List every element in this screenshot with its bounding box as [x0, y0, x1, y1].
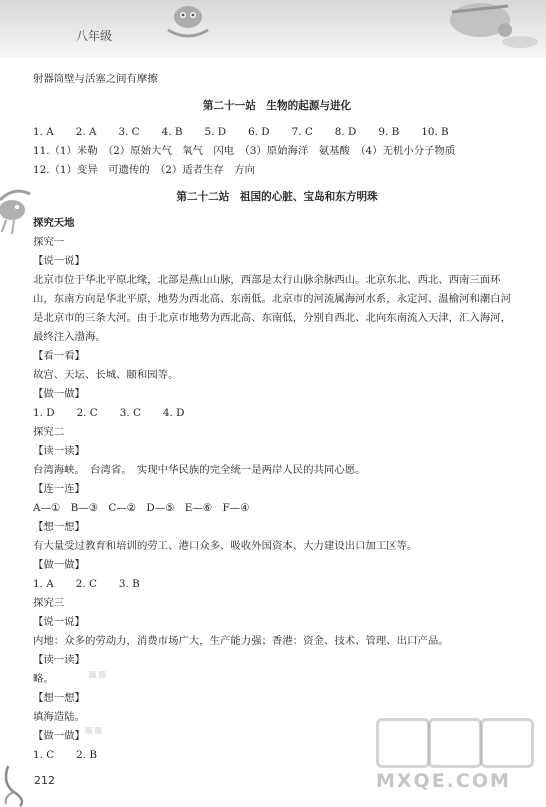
say-label: 【说一说】 — [33, 255, 85, 267]
answer-item: 1. A — [33, 126, 54, 138]
link-answer: A—① B—③ C—② D—⑤ E—⑥ F—④ — [33, 502, 250, 514]
read-answer: 略。 — [33, 673, 54, 685]
link-label: 【连一连】 — [33, 483, 85, 495]
side-bird-decoration — [0, 180, 36, 240]
answer-item: 6. D — [248, 126, 270, 138]
think-label: 【想一想】 — [33, 692, 85, 704]
think-answer: 填海造陆。 — [33, 711, 85, 723]
watermark-text: MXQE.COM — [376, 770, 511, 792]
read-label: 【读一读】 — [33, 445, 85, 457]
say-answer: 内地：众多的劳动力，消费市场广大，生产能力强；香港：资金、技术、管理、出口产品。 — [33, 635, 449, 647]
faint-stamp-mark: ▪▪ — [84, 722, 103, 738]
do-answers-1 — [33, 404, 521, 423]
watermark-logo-box — [480, 718, 534, 768]
section-21-row1 — [33, 123, 521, 142]
section-21-line12: 12.（1）变异 可遗传的 （2）适者生存 方向 — [33, 164, 255, 176]
do-label: 【做一做】 — [33, 730, 85, 742]
explore-1-label: 探究一 — [33, 236, 65, 248]
answer-item: 3. C — [118, 126, 140, 138]
answer-item: 1. D — [33, 407, 55, 419]
answer-item: 3. B — [118, 578, 140, 590]
answer-item: 2. A — [75, 126, 97, 138]
do-label: 【做一做】 — [33, 559, 85, 571]
answer-item: 2. C — [76, 407, 98, 419]
watermark-logo-box — [376, 718, 430, 768]
page-number: 212 — [34, 774, 55, 787]
explore-heading: 探究天地 — [33, 217, 75, 229]
answer-item: 5. D — [204, 126, 227, 138]
answer-item: 9. B — [378, 126, 400, 138]
section-21-title: 第二十一站 生物的起源与进化 — [202, 100, 352, 112]
think-answer: 有大量受过教育和培训的劳工、港口众多、吸收外国资本、大力建设出口加工区等。 — [33, 540, 418, 552]
answer-item: 1. A — [33, 578, 54, 590]
answer-item: 4. D — [162, 407, 185, 419]
watermark-logo-box — [428, 718, 482, 768]
answer-content — [33, 70, 521, 765]
do-answers-2 — [33, 575, 521, 594]
do-label: 【做一做】 — [33, 388, 85, 400]
look-answer: 故宫、天坛、长城、颐和园等。 — [33, 369, 179, 381]
faint-stamp-mark: ▪▪ — [88, 666, 107, 682]
section-21-line11: 11.（1）米勒 （2）原始大气 氧气 闪电 （3）原始海洋 氨基酸 （4）无机小分子物质 — [33, 145, 456, 157]
answer-item: 3. C — [119, 407, 141, 419]
explore-3-label: 探究三 — [33, 597, 65, 609]
look-label: 【看一看】 — [33, 350, 85, 362]
think-label: 【想一想】 — [33, 521, 85, 533]
grade-label: 八年级 — [76, 29, 113, 43]
answer-item: 8. D — [334, 126, 357, 138]
top-line: 射器筒壁与活塞之间有摩擦 — [33, 73, 158, 85]
section-22-title: 第二十二站 祖国的心脏、宝岛和东方明珠 — [176, 191, 378, 203]
read-label: 【读一读】 — [33, 654, 85, 666]
answer-item: 2. B — [76, 749, 98, 761]
explore-2-label: 探究二 — [33, 426, 65, 438]
read-answer: 台湾海峡。 台湾省。 实现中华民族的完全统一是两岸人民的共同心愿。 — [33, 464, 366, 476]
answer-item: 2. C — [75, 578, 97, 590]
say-label: 【说一说】 — [33, 616, 85, 628]
answer-item: 10. B — [421, 126, 449, 138]
answer-item: 4. B — [161, 126, 183, 138]
say-paragraph: 北京市位于华北平原北缘，北部是燕山山脉，西部是太行山脉余脉西山。北京东北、西北、西南三面环山，东南方向是华北平原，地势为西北高、东南低。北京市的河流属海河水系，永定河、温榆河和潮白河是北京市的三条大河。由于北京市地势为西北高、东南低，分别自西北、北向东南流入天津，汇入海河，最终注入渤海。 — [33, 274, 511, 343]
answer-item: 7. C — [291, 126, 313, 138]
answer-item: 1. C — [33, 749, 55, 761]
